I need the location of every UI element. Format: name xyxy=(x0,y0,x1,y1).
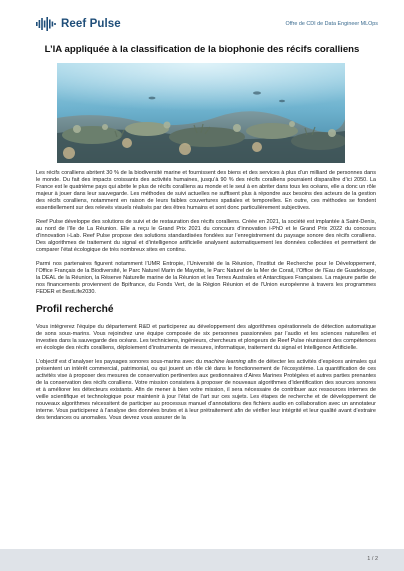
page-number: 1 / 2 xyxy=(367,556,378,562)
reef-pulse-logo xyxy=(36,17,121,31)
machine-learning-term: machine learning xyxy=(203,358,246,365)
document-body xyxy=(36,170,376,429)
section-title-profile: Profil recherché xyxy=(36,303,114,315)
document-title: L’IA appliquée à la classification de la biophonie des récifs coralliens xyxy=(44,44,360,55)
mission-text-start: L’objectif est d’analyser les paysages sonores sous-marins avec du xyxy=(36,358,204,365)
logo-text: Reef Pulse xyxy=(61,18,121,30)
coral-reef-photo xyxy=(57,63,345,163)
job-title: Offre de CDI de Data Engineer MLOps xyxy=(285,21,378,27)
mission-text-end: afin de détecter les activités d’espèces animales qui présentent un intérêt commercial, patrimonial, ou qui jouent un rôle clé dans le fonctionnement de l’écosystème. La quantification de ces activités vise à proposer des mesures de conservation pertinentes aux gestionnaires d’Aires Marines Protégées et autres parties prenantes de la conservation des récifs coralliens. Votre mission consistera à proposer de nouveaux algorithmes d’identification des sources sonores et à améliorer les détecteurs existants. Afin de mener à bien votre mission, il sera nécessaire de contribuer aux ressources internes de veille scientifique et technologique pour maintenir à jour l’état de l’art sur ces sujets. Les étapes de recherche et de développement de nouveaux algorithmes nécessitent de participer au processus manuel d’annotations des fichiers audio en collaboration avec un annotateur interne. Vous participerez à l’analyse des données brutes et à leur prétraitement afin de vérifier leur intégrité et leur qualité avant d’extraire des tendances ou anomalies. Vous devrez vous assurer de la xyxy=(36,358,376,421)
paragraph-mission xyxy=(36,359,376,422)
paragraph-partners: Parmi nos partenaires figurent notamment l’UMR Entropie, l’Université de la Réunion, l’Institut de Recherche pour le Développement, l’Office Français de la Biodiversité, le Parc Naturel Marin de Mayotte, le Parc Naturel de la Mer de Corail, l’Office de l’Eau de Guadeloupe, la DEAL de la Réunion, la Réserve Naturelle marine de la Réunion et les Terres Australes et Antarctiques Françaises. La majeure partie de nos financements proviennent de Bpifrance, du Fonds Vert, de la Région Réunion et de l’Union européenne à travers les programmes FEDER et BestLife2030. xyxy=(36,261,376,296)
paragraph-context: Les récifs coralliens abritent 30 % de la biodiversité marine et fournissent des biens et des services à plus d’un milliard de personnes dans le monde. Du fait des impacts croissants des activités humaines, jusqu’à 90 % des récifs coralliens pourraient disparaître d’ici 2050. La France est le quatrième pays qui abrite le plus de récifs coralliens au monde et le seul à en abriter dans tous les océans, elle a donc un rôle majeur à jouer dans leur sauvegarde. Les méthodes de suivi actuelles ne suffisent plus à répondre aux besoins des acteurs de la gestion des récifs coralliens, notamment en raison de leurs faibles couvertures spatiales et temporelles. En outre, ces méthodes se fondent essentiellement sur des relevés visuels réalisés par des êtres humains et sont donc particulièrement subjectives. xyxy=(36,170,376,211)
paragraph-team: Vous intégrerez l’équipe du département R&D et participerez au développement des algorithmes opérationnels de détection automatique de sons sous-marins. Vous rejoindrez une équipe composée de six personnes passionnées par l’audio et les sciences naturelles et investies dans la sauvegarde des océans. Les techniciens, ingénieurs, chercheurs et plongeurs de Reef Pulse réunissent des compétences en écologie des récifs coralliens, déploiement d’instruments de mesures, informatique, traitement du signal et Intelligence Artificielle. xyxy=(36,323,376,351)
sound-wave-icon xyxy=(36,17,56,31)
page-footer xyxy=(0,549,404,571)
page-header xyxy=(36,13,378,35)
paragraph-company: Reef Pulse développe des solutions de suivi et de restauration des récifs coralliens. Créée en 2021, la société est implantée à Saint-Denis, au nord de l’île de La Réunion. Elle a reçu le Grand Prix 2021 du concours d’innovation i-PhD et le Grand Prix 2022 du concours d’innovation i-Lab. Reef Pulse propose des solutions standardisées fondées sur l’enregistrement du paysage sonore des récifs coralliens. Des algorithmes de traitement du signal et d’intelligence artificielle analysent automatiquement les données collectées et permettent de comparer l’état écologique de très nombreux sites en continu. xyxy=(36,219,376,254)
